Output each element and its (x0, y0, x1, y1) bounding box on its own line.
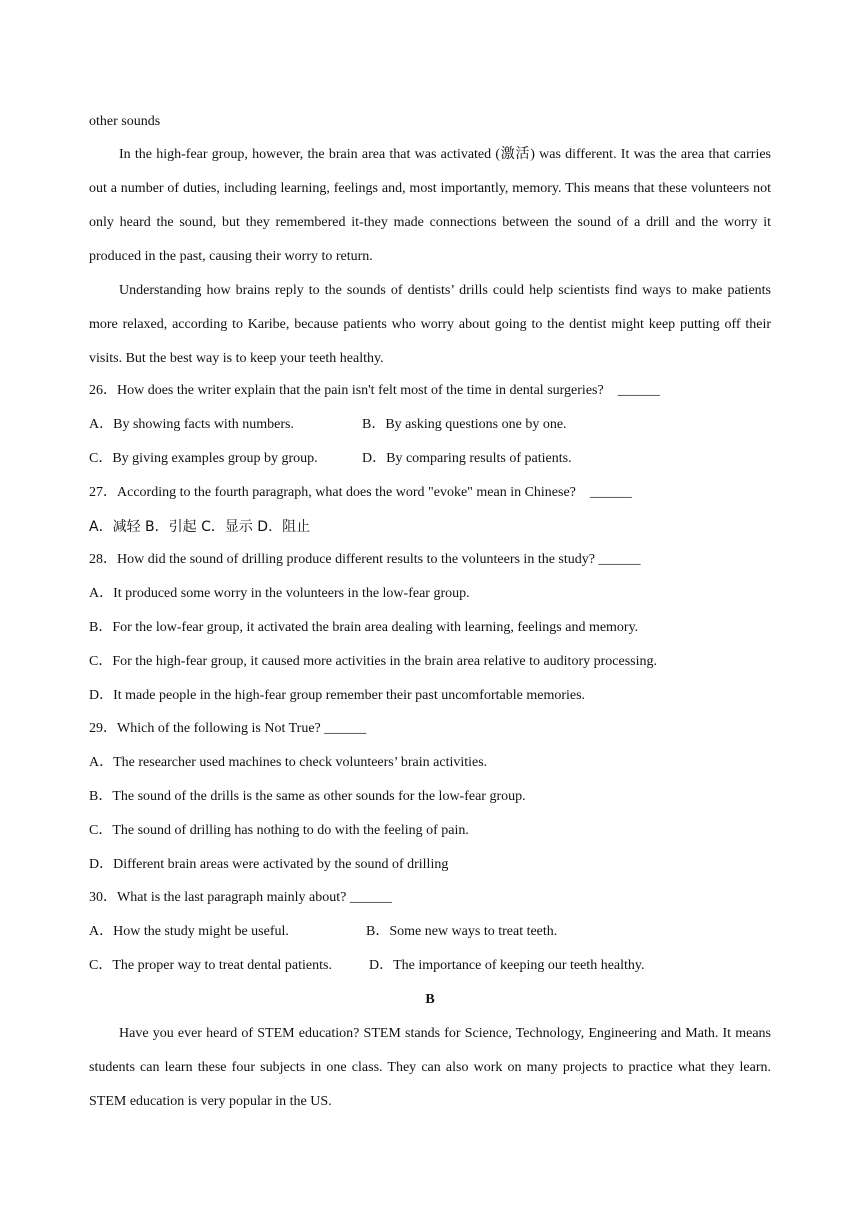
passage-a-paragraph-high-fear: In the high-fear group, however, the brain area that was activated (激活) was different. It was the area that carries out a number of duties, including learning, feelings and, most importantly, memory. This means that these volunteers not only heard the sound, but they remembered it-they made connections between the sound of a drill and the worry it produced in the past, causing their worry to return. (89, 147, 771, 264)
question-30-option-a: A．How the study might be useful. (89, 924, 289, 939)
question-27-stem: 27．According to the fourth paragraph, what does the word "evoke" mean in Chinese? ______ (89, 485, 632, 500)
question-29-option-a: A．The researcher used machines to check volunteers’ brain activities. (89, 755, 488, 770)
question-28-option-a: A．It produced some worry in the volunteers in the low-fear group. (89, 586, 470, 601)
question-26-option-c: C．By giving examples group by group. (89, 451, 318, 466)
question-28-option-c: C．For the high-fear group, it caused more activities in the brain area relative to auditory processing. (89, 654, 657, 669)
question-27-options: A．减轻 B．引起 C．显示 D．阻止 (89, 519, 311, 535)
question-28-option-b: B．For the low-fear group, it activated the brain area dealing with learning, feelings and memory. (89, 620, 639, 635)
passage-fragment: other sounds (89, 114, 161, 129)
passage-b-paragraph-1: Have you ever heard of STEM education? STEM stands for Science, Technology, Engineering and Math. It means students can learn these four subjects in one class. They can also work on many projects to practice what they learn. STEM education is very popular in the US. (89, 1026, 771, 1109)
question-29-option-c: C．The sound of drilling has nothing to do with the feeling of pain. (89, 823, 469, 838)
question-29-option-b: B．The sound of the drills is the same as other sounds for the low-fear group. (89, 789, 526, 804)
question-28-stem: 28．How did the sound of drilling produce different results to the volunteers in the study? ______ (89, 552, 641, 567)
question-26-option-d: D．By comparing results of patients. (362, 451, 572, 466)
question-30-stem: 30．What is the last paragraph mainly about? ______ (89, 890, 392, 905)
question-29-stem: 29．Which of the following is Not True? ______ (89, 721, 367, 736)
question-26-stem: 26．How does the writer explain that the pain isn't felt most of the time in dental surgeries? ______ (89, 383, 660, 398)
question-30-option-b: B．Some new ways to treat teeth. (366, 924, 558, 939)
question-30-option-d: D．The importance of keeping our teeth healthy. (369, 958, 645, 973)
question-26-option-a: A．By showing facts with numbers. (89, 417, 294, 432)
question-28-option-d: D．It made people in the high-fear group remember their past uncomfortable memories. (89, 688, 586, 703)
question-26-option-b: B．By asking questions one by one. (362, 417, 567, 432)
passage-b-heading: B (425, 992, 435, 1007)
question-30-option-c: C．The proper way to treat dental patients. (89, 958, 332, 973)
passage-a-paragraph-conclusion: Understanding how brains reply to the sounds of dentists’ drills could help scientists find ways to make patients more relaxed, according to Karibe, because patients who worry about going to the dentist might keep putting off their visits. But the best way is to keep your teeth healthy. (89, 283, 771, 366)
question-29-option-d: D．Different brain areas were activated by the sound of drilling (89, 857, 449, 872)
